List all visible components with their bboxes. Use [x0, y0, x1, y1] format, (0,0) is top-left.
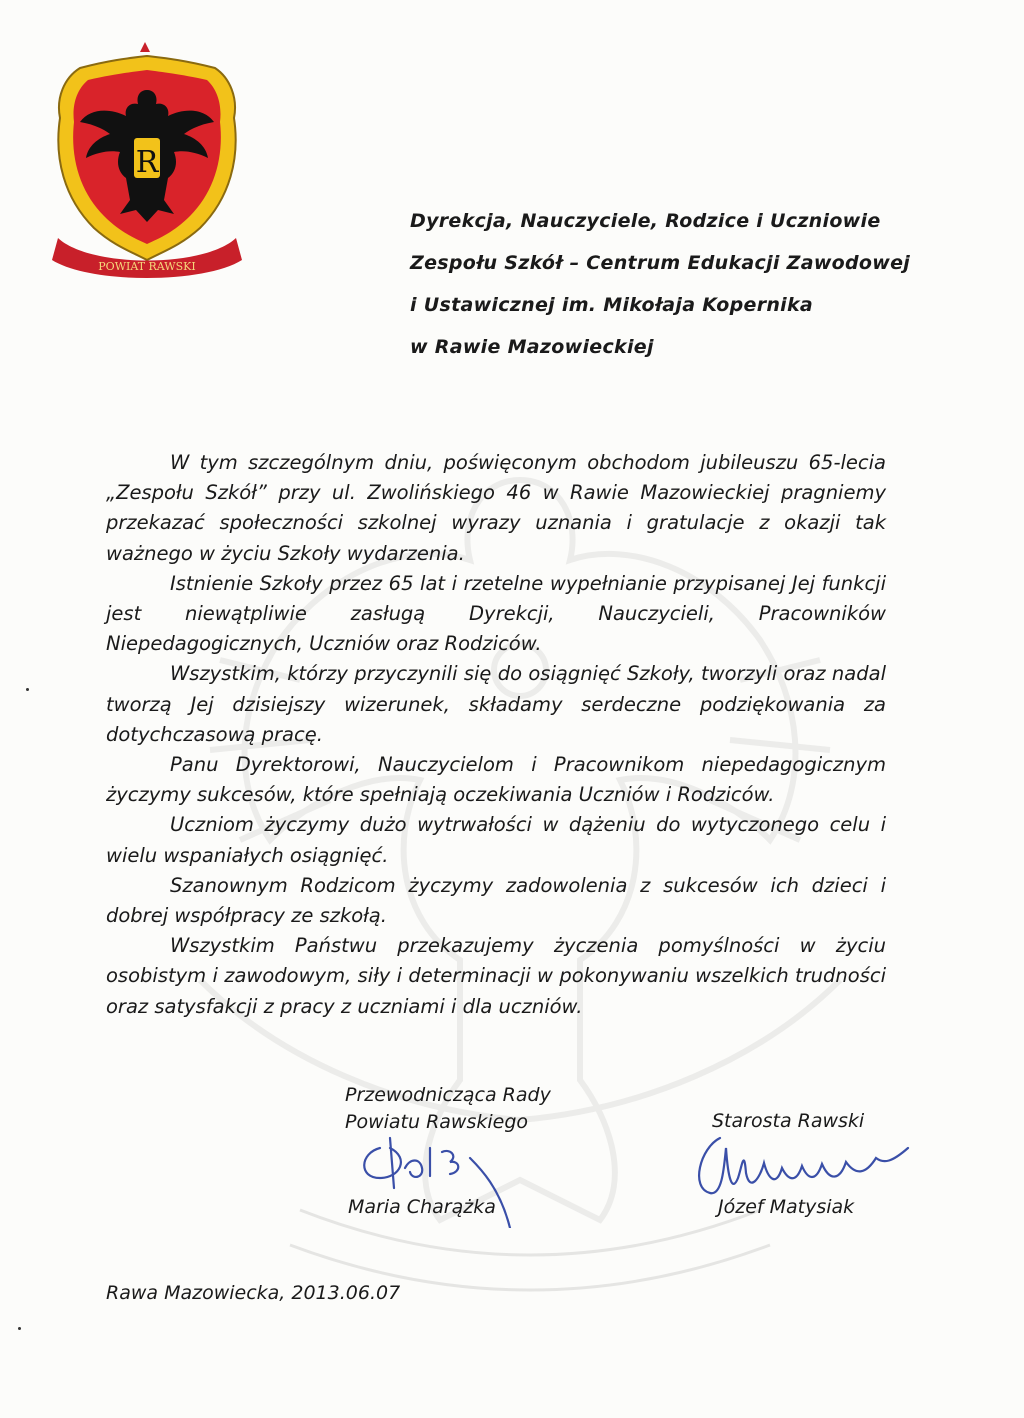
left-title-line: Powiatu Rawskiego [345, 1111, 529, 1133]
body-paragraph: Wszystkim, którzy przyczynili się do osiągnięć Szkoły, tworzyli oraz nadal tworzą Jej dzisiejszy wizerunek, składamy serdeczne podziękowania za dotychczasową pracę. [106, 662, 886, 746]
recipient-line: w Rawie Mazowieckiej [410, 336, 654, 358]
crest-ribbon-text: POWIAT RAWSKI [98, 260, 196, 273]
right-signatory-name: Józef Matysiak [718, 1196, 855, 1218]
letter-body [106, 448, 886, 1022]
scan-speck [26, 688, 29, 691]
body-paragraph: Panu Dyrektorowi, Nauczycielom i Pracownikom niepedagogicznym życzymy sukcesów, które spełniają oczekiwania Uczniów i Rodziców. [106, 753, 886, 807]
body-paragraph: Uczniom życzymy dużo wytrwałości w dążeniu do wytyczonego celu i wielu wspaniałych osiągnięć. [106, 813, 886, 867]
left-title-line: Przewodnicząca Rady [345, 1084, 551, 1106]
place-and-date: Rawa Mazowiecka, 2013.06.07 [106, 1282, 401, 1304]
crest-logo [50, 38, 245, 278]
crest-letter: R [135, 145, 159, 180]
right-signatory-title: Starosta Rawski [712, 1110, 865, 1132]
body-paragraph: Wszystkim Państwu przekazujemy życzenia pomyślności w życiu osobistym i zawodowym, siły i determinacji w pokonywaniu wszelkich trudności oraz satysfakcji z pracy z uczniami i dla uczniów. [106, 934, 886, 1018]
recipient-line: Dyrekcja, Nauczyciele, Rodzice i Uczniowie [410, 210, 881, 232]
body-paragraph: Istnienie Szkoły przez 65 lat i rzetelne wypełnianie przypisanej Jej funkcji jest niewątpliwie zasługą Dyrekcji, Nauczycieli, Pracowników Niepedagogicznych, Uczniów oraz Rodziców. [106, 571, 886, 656]
body-paragraph: Szanownym Rodzicom życzymy zadowolenia z sukcesów ich dzieci i dobrej współpracy ze szkołą. [106, 873, 886, 928]
recipient-line: Zespołu Szkół – Centrum Edukacji Zawodowej [410, 252, 911, 274]
body-paragraph: W tym szczególnym dniu, poświęconym obchodom jubileuszu 65-lecia „Zespołu Szkół” przy ul. Zwolińskiego 46 w Rawie Mazowieckiej pragniemy przekazać społeczności szkolnej wyrazy uznania i gratulacje z okazji tak ważnego w życiu Szkoły wydarzenia. [106, 451, 886, 565]
recipient-block [410, 200, 970, 368]
left-signatory-name: Maria Charążka [348, 1196, 496, 1218]
scan-speck [18, 1327, 21, 1330]
recipient-line: i Ustawicznej im. Mikołaja Kopernika [410, 294, 814, 316]
